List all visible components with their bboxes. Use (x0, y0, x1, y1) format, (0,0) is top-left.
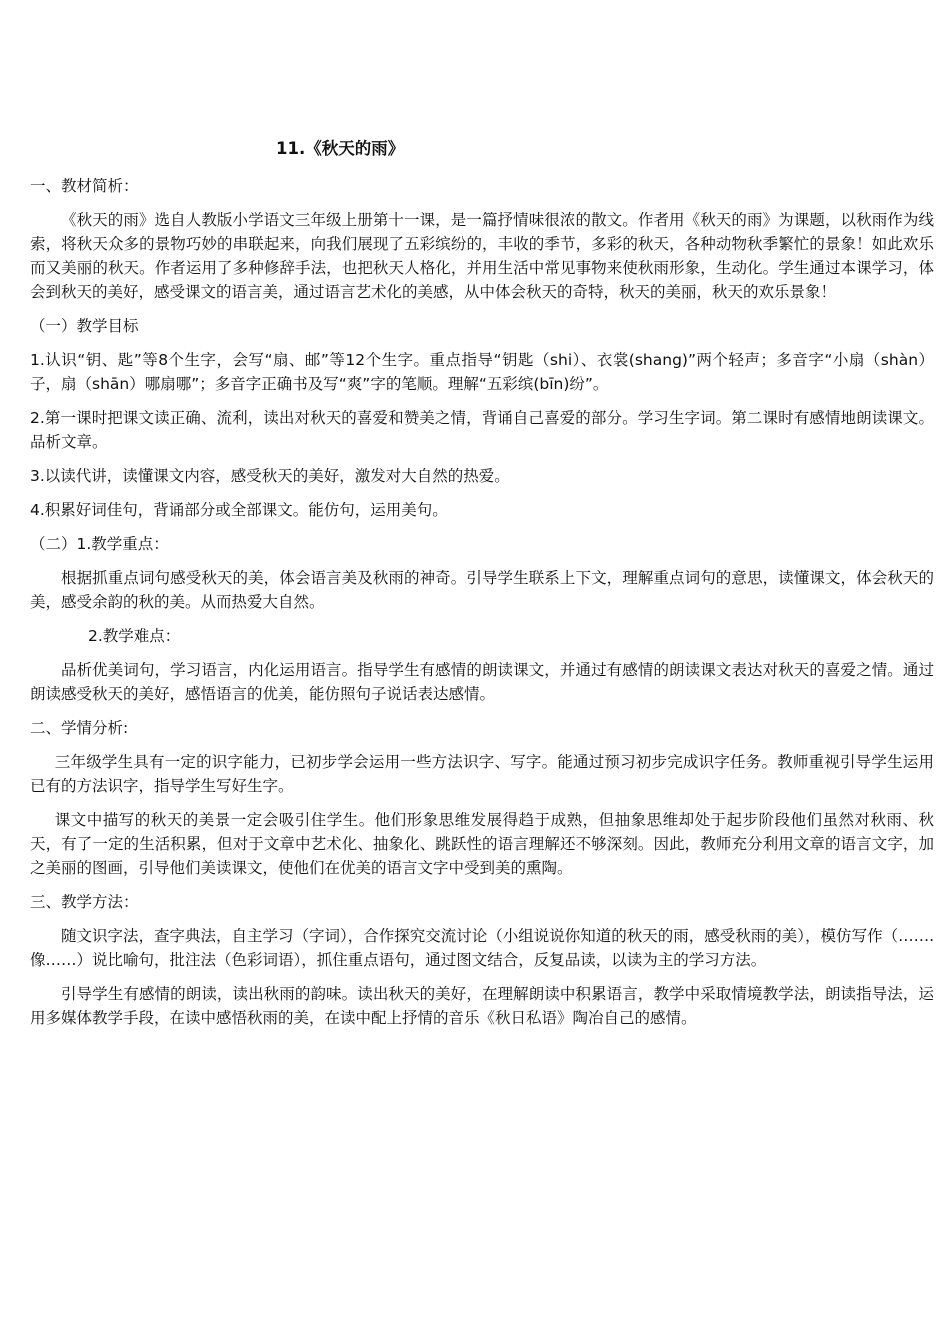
students-paragraph-2: 课文中描写的秋天的美景一定会吸引住学生。他们形象思维发展得趋于成熟，但抽象思维却处于起步阶段他们虽然对秋雨、秋天，有了一定的生活积累，但对于文章中艺术化、抽象化、跳跃性的语言理解还不够深刻。因此，教师充分利用文章的语言文字，加之美丽的图画，引导他们美读课文，使他们在优美的语言文字中受到美的熏陶。 (30, 811, 934, 877)
goal-item-2: 2.第一课时把课文读正确、流利，读出对秋天的喜爱和赞美之情，背诵自己喜爱的部分。学习生字词。第二课时有感情地朗读课文。品析文章。 (30, 409, 934, 451)
methods-paragraph-2: 引导学生有感情的朗读，读出秋雨的韵味。读出秋天的美好，在理解朗读中积累语言，教学中采取情境教学法，朗读指导法，运用多媒体教学手段，在读中感悟秋雨的美，在读中配上抒情的音乐《秋日私语》陶冶自己的感情。 (30, 985, 934, 1027)
analysis-paragraph: 《秋天的雨》选自人教版小学语文三年级上册第十一课，是一篇抒情味很浓的散文。作者用《秋天的雨》为课题，以秋雨作为线索，将秋天众多的景物巧妙的串联起来，向我们展现了五彩缤纷的，丰收的季节，多彩的秋天，各种动物秋季繁忙的景象！如此欢乐而又美丽的秋天。作者运用了多种修辞手法，也把秋天人格化，并用生活中常见事物来使秋雨形象，生动化。学生通过本课学习，体会到秋天的美好，感受课文的语言美，通过语言艺术化的美感，从中体会秋天的奇特，秋天的美丽，秋天的欢乐景象！ (30, 211, 934, 301)
methods-paragraph-1: 随文识字法，查字典法，自主学习（字词），合作探究交流讨论（小组说说你知道的秋天的雨，感受秋雨的美），模仿写作（…….像……）说比喻句，批注法（色彩词语），抓住重点语句，通过图文结合，反复品读，以读为主的学习方法。 (30, 927, 934, 969)
goal-item-3: 3.以读代讲，读懂课文内容，感受秋天的美好，激发对大自然的热爱。 (30, 467, 510, 485)
key-points-paragraph: 根据抓重点词句感受秋天的美，体会语言美及秋雨的神奇。引导学生联系上下文，理解重点词句的意思，读懂课文，体会秋天的美，感受余韵的秋的美。从而热爱大自然。 (30, 569, 934, 611)
key-points-heading: （二）1.教学重点： (30, 535, 169, 553)
section-heading-students: 二、学情分析: (30, 719, 129, 737)
goal-item-4: 4.积累好词佳句，背诵部分或全部课文。能仿句，运用美句。 (30, 501, 448, 519)
difficulty-heading: 2.教学难点： (88, 627, 181, 645)
goal-item-1: 1.认识“钥、匙”等8个生字，会写“扇、邮”等12个生字。重点指导“钥匙（shi）、衣裳(shang)”两个轻声；多音字“小扇（shàn）子，扇（shān）哪扇哪”；多音字正确书及写“爽”字的笔顺。理解“五彩缤(bīn)纷”。 (30, 351, 934, 393)
section-heading-methods: 三、教学方法： (30, 893, 139, 911)
goals-heading: （一）教学目标 (30, 317, 139, 335)
difficulty-paragraph: 品析优美词句，学习语言，内化运用语言。指导学生有感情的朗读课文，并通过有感情的朗读课文表达对秋天的喜爱之情。通过朗读感受秋天的美好，感悟语言的优美，能仿照句子说话表达感情。 (30, 661, 934, 703)
students-paragraph-1: 三年级学生具有一定的识字能力，已初步学会运用一些方法识字、写字。能通过预习初步完成识字任务。教师重视引导学生运用已有的方法识字，指导学生写好生字。 (30, 753, 934, 795)
document-title: 11.《秋天的雨》 (276, 139, 405, 158)
document-page (30, 136, 934, 1040)
section-heading-analysis: 一、教材简析： (30, 177, 139, 195)
